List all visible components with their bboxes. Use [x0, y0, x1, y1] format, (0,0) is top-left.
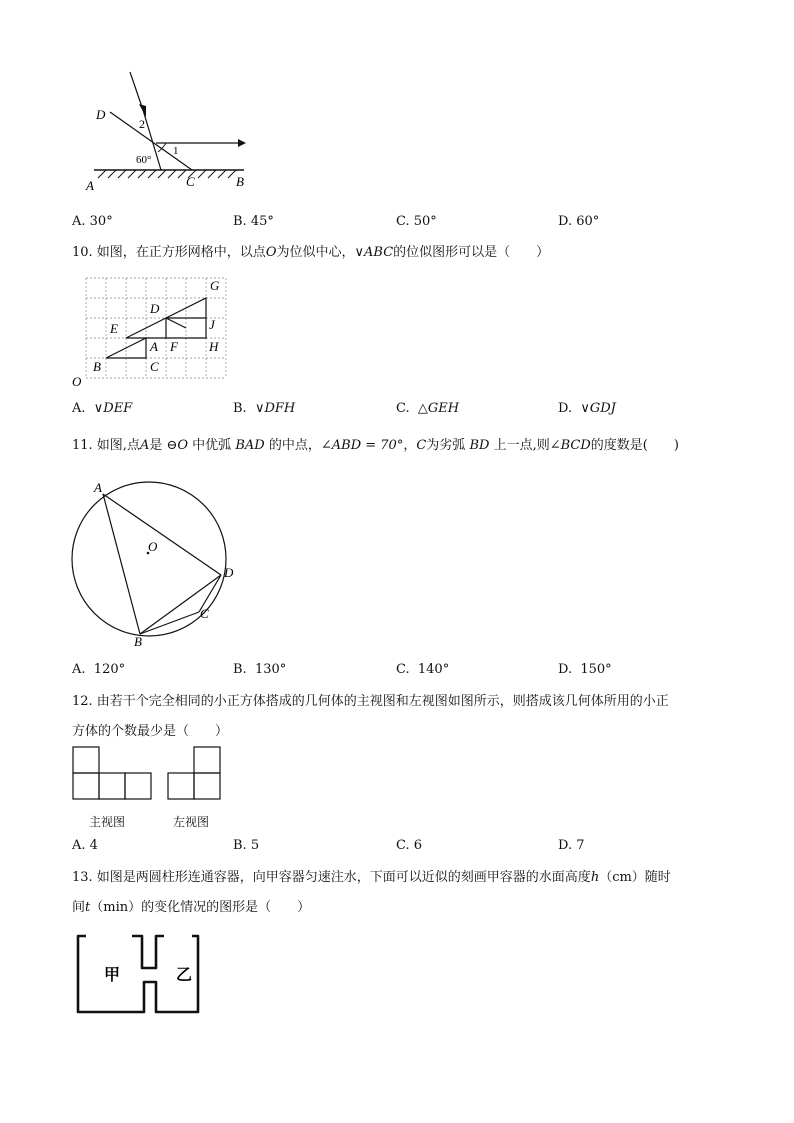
q12-option-c: C. 6 [396, 838, 423, 853]
q12-option-a: A. 4 [72, 838, 98, 853]
option-letter: D. [558, 662, 573, 677]
q9-label-B: B [236, 174, 244, 189]
q11-stem-part: 11. 如图,点 [72, 438, 140, 453]
q11-stem-part: 中优弧 [188, 438, 232, 453]
q10-label-F: F [170, 339, 178, 354]
q10-label-B: B [93, 359, 101, 374]
option-letter: B. [233, 401, 247, 416]
q13-stem-part: （min）的变化情况的图形是（ ） [90, 900, 311, 915]
q9-option-d: D. 60° [558, 214, 600, 229]
q11-stem-angle: ∠ABD = 70° [320, 438, 404, 453]
q9-label-60: 60° [136, 154, 152, 166]
q10-option-a [72, 401, 132, 416]
q10-option-d [558, 401, 616, 416]
q12-option-d: D. 7 [558, 838, 585, 853]
q11-label-O: O [148, 539, 158, 554]
q9-label-2: 2 [139, 117, 145, 131]
q9-option-b: B. 45° [233, 214, 274, 229]
q9-option-a: A. 30° [72, 214, 113, 229]
q13-stem-line1 [72, 869, 671, 887]
q9-reflection-figure [80, 62, 270, 198]
option-value: 150° [580, 662, 612, 677]
option-value: ∨DEF [93, 401, 133, 416]
q10-stem-part: 10. 如图，在正方形网格中，以点 [72, 245, 266, 260]
q11-stem-part: 是 ⊖ [149, 438, 178, 453]
q11-stem-var: A [139, 438, 150, 453]
q11-circle-figure [66, 472, 256, 650]
option-value: △GEH [417, 401, 460, 416]
option-letter: C. [396, 401, 410, 416]
q12-front-view [72, 746, 154, 802]
q13-stem-var: h [590, 870, 600, 885]
q11-stem-var: C [416, 438, 427, 453]
option-value: ∨DFH [254, 401, 296, 416]
q10-label-O: O [72, 374, 82, 389]
q11-stem-part: 为劣弧 [426, 438, 466, 453]
option-letter: A. [72, 662, 86, 677]
q12-left-view [167, 746, 223, 802]
q11-stem-angle: ∠BCD [549, 438, 591, 453]
q11-stem-part: ， [403, 438, 417, 453]
q12-stem-line1: 12. 由若干个完全相同的小正方体搭成的几何体的主视图和左视图如图所示，则搭成该几何体所用的小正 [72, 694, 669, 709]
q13-container-figure [74, 932, 204, 1016]
option-letter: A. [72, 401, 86, 416]
q11-stem [72, 437, 679, 455]
q11-stem-part: 的中点， [268, 438, 321, 453]
q13-container-left-label: 甲 [104, 967, 121, 984]
q13-stem-part: 13. 如图是两圆柱形连通容器，向甲容器匀速注水，下面可以近似的刻画甲容器的水面高度 [72, 870, 591, 885]
q10-label-H: H [209, 339, 219, 354]
q10-stem [72, 244, 549, 262]
q11-label-C: C [200, 606, 209, 621]
option-value: ∨GDJ [580, 401, 616, 416]
q10-label-A: A [150, 339, 158, 354]
q9-label-A: A [86, 178, 94, 193]
q13-stem-part: 间 [72, 900, 86, 915]
option-letter: D. [558, 401, 573, 416]
q10-label-G: G [210, 278, 220, 293]
q9-label-D: D [96, 107, 106, 122]
q11-label-D: D [224, 565, 234, 580]
q12-stem-line2: 方体的个数最少是（ ） [72, 724, 229, 739]
q11-stem-var: O [177, 438, 189, 453]
q10-label-J: J [209, 317, 215, 332]
q12-left-caption: 左视图 [173, 815, 210, 829]
option-letter: C. [396, 662, 410, 677]
q11-stem-part: 上一点,则 [493, 438, 550, 453]
q11-option-c [396, 662, 449, 677]
q13-container-right-label: 乙 [176, 967, 193, 984]
q13-stem-line2 [72, 899, 310, 917]
q13-stem-var: t [85, 900, 91, 915]
q11-stem-part: 的度数是( ) [590, 438, 679, 453]
q11-option-a [72, 662, 125, 677]
q11-option-b [233, 662, 286, 677]
option-value: 120° [93, 662, 126, 677]
q10-stem-o: O [265, 245, 277, 260]
q11-stem-var: BD [469, 438, 490, 453]
q12-front-caption: 主视图 [89, 815, 126, 829]
q12-option-b: B. 5 [233, 838, 260, 853]
q10-option-b [233, 401, 295, 416]
q10-grid-figure [66, 270, 236, 390]
q11-label-B: B [134, 634, 142, 649]
option-value: 130° [254, 662, 287, 677]
q11-stem-var: BAD [235, 438, 265, 453]
q10-stem-part: 的位似图形可以是（ ） [393, 245, 550, 260]
q9-label-1: 1 [173, 145, 179, 157]
q9-label-C: C [186, 174, 195, 189]
q10-label-C: C [150, 359, 159, 374]
q10-stem-triangle: ∨ABC [354, 245, 394, 260]
q13-stem-part: （cm）随时 [599, 870, 671, 885]
q10-option-c [396, 401, 459, 416]
q10-stem-part: 为位似中心， [276, 245, 355, 260]
q11-label-A: A [94, 480, 102, 495]
option-value: 140° [417, 662, 450, 677]
q9-option-c: C. 50° [396, 214, 437, 229]
q11-option-d [558, 662, 612, 677]
q10-label-D: D [150, 301, 160, 316]
q10-label-E: E [110, 321, 118, 336]
option-letter: B. [233, 662, 247, 677]
